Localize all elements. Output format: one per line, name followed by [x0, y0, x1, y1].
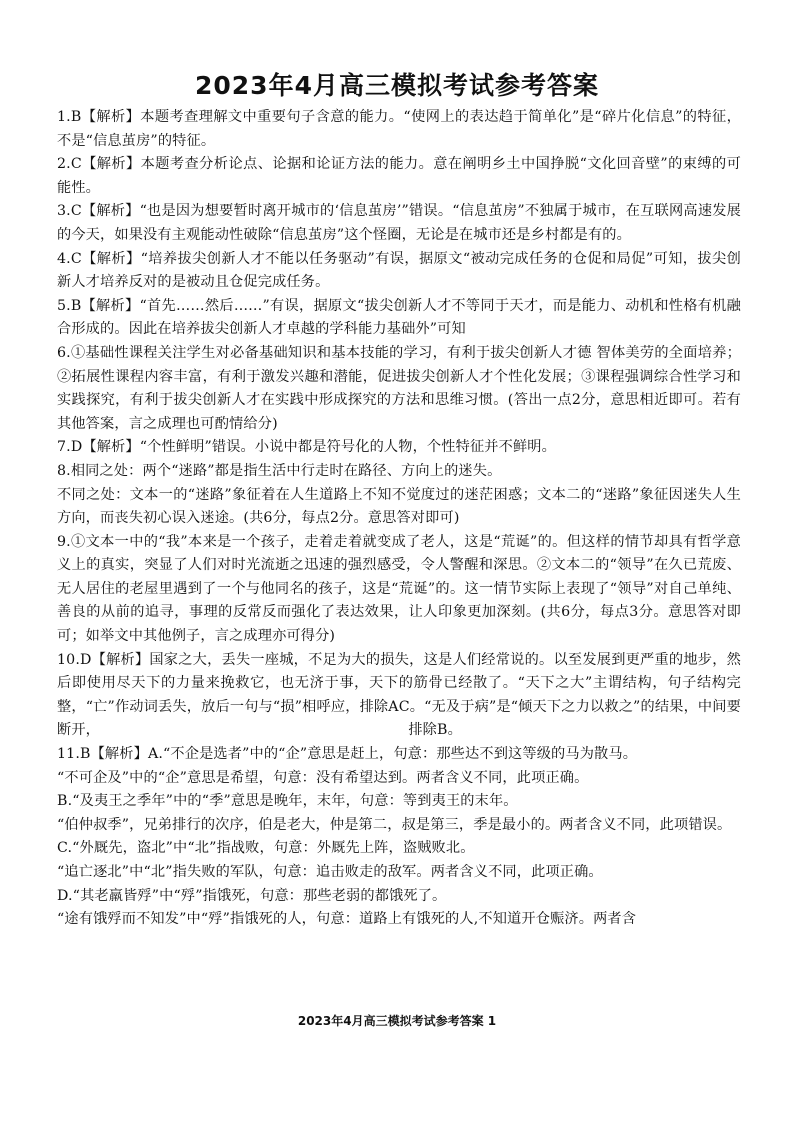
answer-11-b-note: “伯仲叔季”，兄弟排行的次序，伯是老大，仲是第二，叔是第三，季是最小的。两者含义不同，此项错误。	[57, 816, 732, 833]
answer-6: 6.①基础性课程关注学生对必备基础知识和基本技能的学习，有利于拔尖创新人才德 智体美劳的全面培养；②拓展性课程内容丰富，有利于激发兴趣和潜能，促进拔尖创新人才个性化发展；③课程强调综合性学习和实践探究，有利于拔尖创新人才在实践中形成探究的方法和思维习惯。(答出一点2分，意思相近即可。若有其他答案，言之成理也可酌情给分)	[57, 344, 741, 432]
answer-11-c-note: “追亡逐北”中“北”指失败的军队，句意：追击败走的敌军。两者含义不同，此项正确。	[57, 864, 603, 880]
answer-10: 10.D【解析】国家之大，丢失一座城，不足为大的损失，这是人们经常说的。以至发展到更严重的地步，然后即使用尽天下的力量来挽救它，也无济于事，天下的筋骨已经散了。“天下之大”主谓结构，句子结构完整，“亡”作动词丢失，放后一句与“损”相呼应，排除AC。“无及于病”是“倾天下之力以救之”的结果，中间要断开， 排除B。	[57, 651, 741, 739]
answer-11-d-note: “途有饿殍而不知发”中“殍”指饿死的人，句意：道路上有饿死的人,不知道开仓赈济。两者含	[57, 911, 637, 928]
answer-8-similarity: 8.相同之处：两个“迷路”都是指生活中行走时在路径、方向上的迷失。	[57, 462, 502, 479]
answer-content	[57, 106, 741, 932]
answer-3: 3.C【解析】“也是因为想要暂时离开城市的‘信息茧房’”错误。“信息茧房”不独属于城市，在互联网高速发展的今天，如果没有主观能动性破除“信息茧房”这个怪圈，无论是在城市还是乡村都是有的。	[57, 203, 741, 243]
answer-9: 9.①文本一中的“我”本来是一个孩子，走着走着就变成了老人，这是“荒诞”的。但这样的情节却具有哲学意义上的真实，突显了人们对时光流逝之迅速的强烈感受，令人警醒和深思。②文本二的“领导”在久已荒废、无人居住的老屋里遇到了一个与他同名的孩子，这是“荒诞”的。这一情节实际上表现了“领导”对自己单纯、善良的从前的追寻，事理的反常反而强化了表达效果，让人印象更加深刻。(共6分，每点3分。意思答对即可；如举文中其他例子，言之成理亦可得分)	[57, 533, 741, 645]
answer-8-difference: 不同之处：文本一的“迷路”象征着在人生道路上不知不觉度过的迷茫困惑；文本二的“迷路”象征因迷失人生方向，而丧失初心误入迷途。(共6分，每点2分。意思答对即可)	[57, 486, 741, 527]
answer-11-a-note: “不可企及”中的“企”意思是希望，句意：没有希望达到。两者含义不同，此项正确。	[57, 769, 589, 786]
answer-11-a: 11.B【解析】A.“不企是选者”中的“企”意思是赶上，句意：那些达不到这等级的马为散马。	[57, 746, 638, 763]
answer-7: 7.D【解析】“个性鲜明”错误。小说中都是符号化的人物，个性特征并不鲜明。	[57, 439, 556, 456]
answer-11-d: D.“其老羸皆殍”中“殍”指饿死，句意：那些老弱的都饿死了。	[57, 887, 447, 904]
answer-11-b: B.“及夷王之季年”中的“季”意思是晚年，末年，句意：等到夷王的末年。	[57, 793, 518, 810]
page-footer: 2023年4月高三模拟考试参考答案 1	[297, 1014, 497, 1028]
answer-11-c: C.“外厩先，盗北”中“北”指战败，句意：外厩先上阵，盗贼败北。	[57, 840, 475, 857]
page-title: 2023年4月高三模拟考试参考答案	[195, 71, 599, 100]
answer-1: 1.B【解析】本题考查理解文中重要句子含意的能力。“使网上的表达趋于简单化”是“碎片化信息”的特征，不是“信息茧房”的特征。	[57, 109, 741, 149]
answer-4: 4.C【解析】“培养拔尖创新人才不能以任务驱动”有误，据原文“被动完成任务的仓促和局促”可知，拔尖创新人才培养反对的是被动且仓促完成任务。	[57, 250, 741, 291]
answer-2: 2.C【解析】本题考查分析论点、论据和论证方法的能力。意在阐明乡土中国挣脱“文化回音壁”的束缚的可能性。	[57, 156, 741, 196]
answer-5: 5.B【解析】“首先……然后……”有误，据原文“拔尖创新人才不等同于天才，而是能力、动机和性格有机融合形成的。因此在培养拔尖创新人才卓越的学科能力基础外”可知	[57, 297, 741, 338]
